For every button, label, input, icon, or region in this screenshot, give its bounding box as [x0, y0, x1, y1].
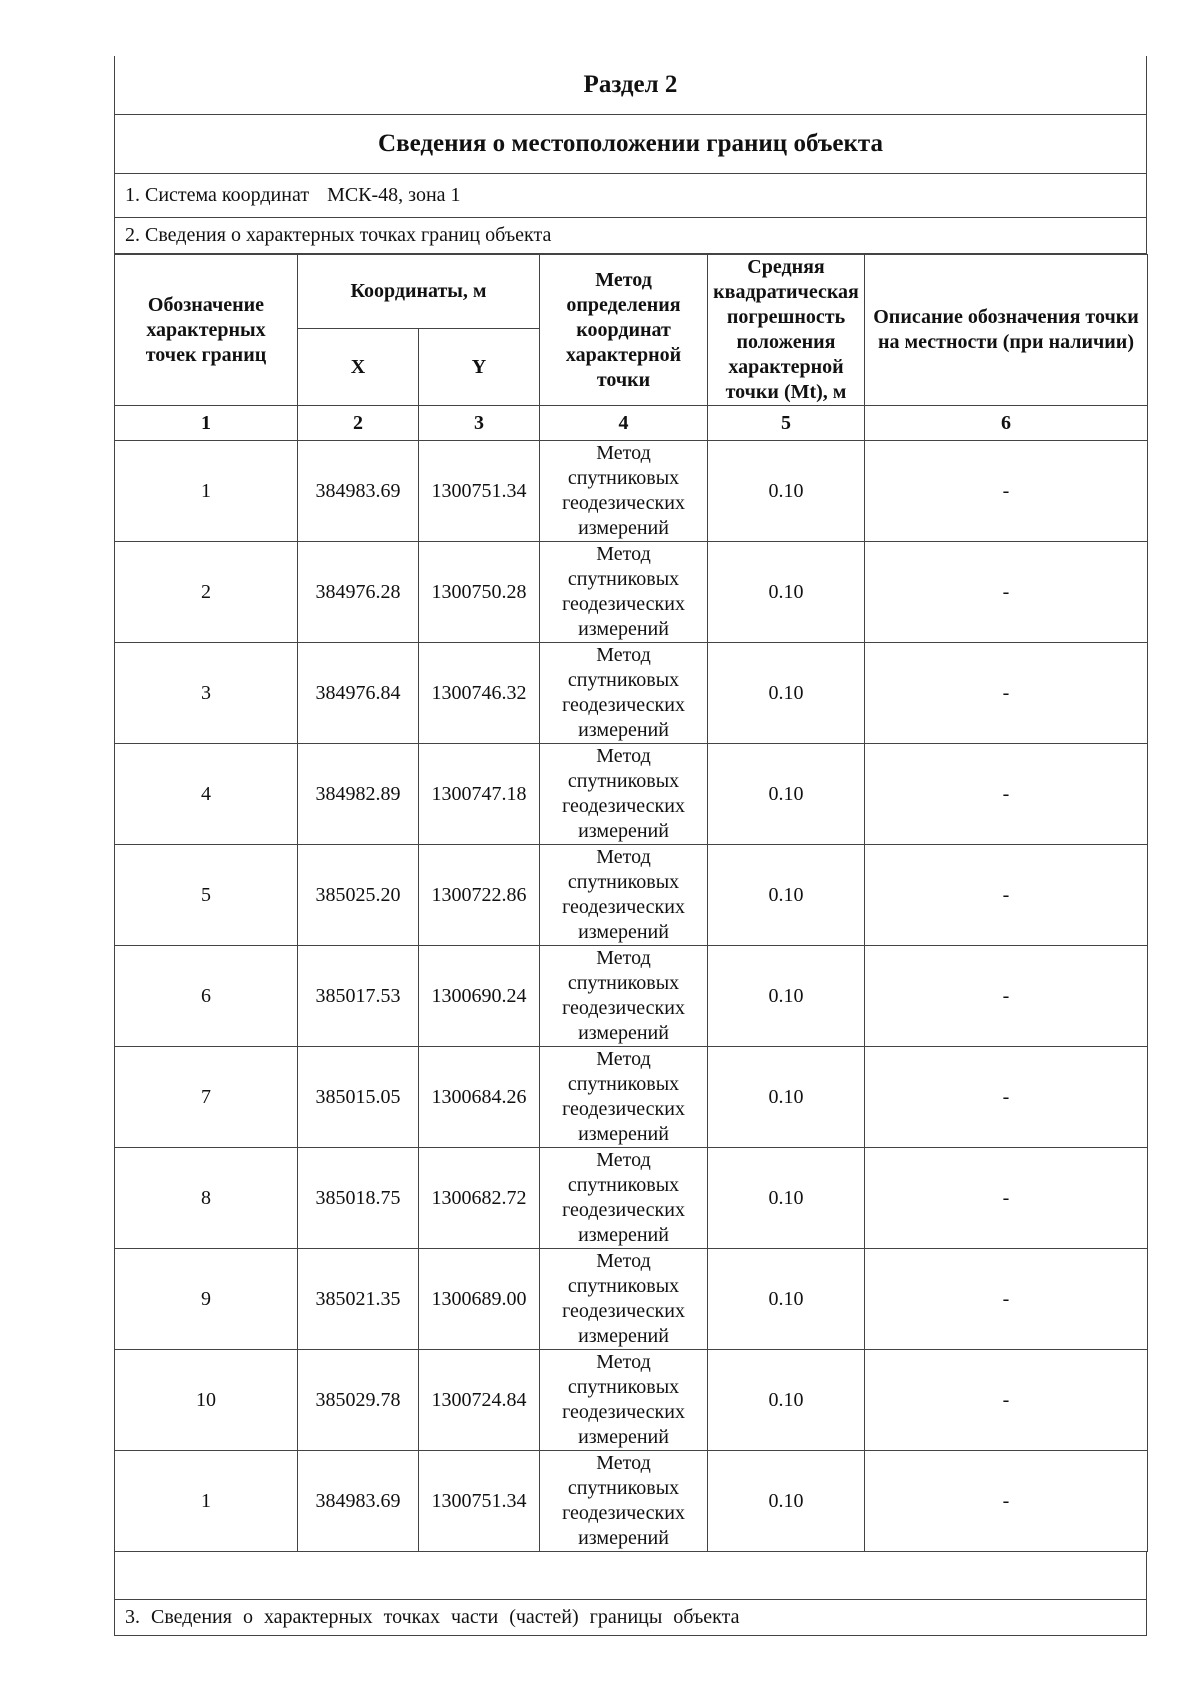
- description-cell: -: [865, 1148, 1148, 1249]
- method-cell: Метод спутниковых геодезических измерений: [540, 1148, 708, 1249]
- section-subtitle: Сведения о местоположении границ объекта: [115, 115, 1146, 174]
- table-row: [115, 643, 1148, 744]
- table-row: [115, 744, 1148, 845]
- x-cell: 385015.05: [298, 1047, 419, 1148]
- point-cell: 6: [115, 946, 298, 1047]
- section-header-block: [114, 56, 1147, 254]
- description-cell: -: [865, 845, 1148, 946]
- table-row: [115, 1249, 1148, 1350]
- column-number: 5: [708, 406, 865, 441]
- table-row: [115, 441, 1148, 542]
- coordinate-system-line: [115, 174, 1146, 218]
- table-row: [115, 1451, 1148, 1552]
- error-cell: 0.10: [708, 1451, 865, 1552]
- error-cell: 0.10: [708, 845, 865, 946]
- point-cell: 7: [115, 1047, 298, 1148]
- coordinate-system-value: МСК-48, зона 1: [327, 184, 461, 206]
- y-cell: 1300684.26: [419, 1047, 540, 1148]
- error-cell: 0.10: [708, 1047, 865, 1148]
- header-description: Описание обозначения точки на местности (при наличии): [865, 255, 1148, 406]
- coordinate-system-label: 1. Система координат: [125, 184, 310, 206]
- header-x: X: [298, 329, 419, 406]
- header-coordinates: Координаты, м: [298, 255, 540, 329]
- column-number: 3: [419, 406, 540, 441]
- table-row: [115, 1148, 1148, 1249]
- point-cell: 8: [115, 1148, 298, 1249]
- description-cell: -: [865, 441, 1148, 542]
- column-number-row: [115, 406, 1148, 441]
- method-cell: Метод спутниковых геодезических измерений: [540, 845, 708, 946]
- table-row: [115, 1047, 1148, 1148]
- header-point: Обозначение характерных точек границ: [115, 255, 298, 406]
- point-cell: 10: [115, 1350, 298, 1451]
- point-cell: 3: [115, 643, 298, 744]
- error-cell: 0.10: [708, 1350, 865, 1451]
- table-row: [115, 542, 1148, 643]
- y-cell: 1300750.28: [419, 542, 540, 643]
- x-cell: 385029.78: [298, 1350, 419, 1451]
- points-heading: 2. Сведения о характерных точках границ объекта: [115, 218, 1146, 254]
- point-cell: 1: [115, 441, 298, 542]
- x-cell: 385017.53: [298, 946, 419, 1047]
- error-cell: 0.10: [708, 542, 865, 643]
- table-row: [115, 1350, 1148, 1451]
- description-cell: -: [865, 542, 1148, 643]
- description-cell: -: [865, 1350, 1148, 1451]
- boundary-points-table: [114, 254, 1148, 1552]
- y-cell: 1300746.32: [419, 643, 540, 744]
- point-cell: 5: [115, 845, 298, 946]
- column-number: 4: [540, 406, 708, 441]
- column-number: 6: [865, 406, 1148, 441]
- method-cell: Метод спутниковых геодезических измерений: [540, 1047, 708, 1148]
- y-cell: 1300682.72: [419, 1148, 540, 1249]
- empty-row: [114, 1552, 1147, 1600]
- table-row: [115, 845, 1148, 946]
- point-cell: 4: [115, 744, 298, 845]
- y-cell: 1300722.86: [419, 845, 540, 946]
- point-cell: 2: [115, 542, 298, 643]
- error-cell: 0.10: [708, 643, 865, 744]
- method-cell: Метод спутниковых геодезических измерений: [540, 744, 708, 845]
- x-cell: 384983.69: [298, 441, 419, 542]
- column-number: 2: [298, 406, 419, 441]
- method-cell: Метод спутниковых геодезических измерений: [540, 946, 708, 1047]
- point-cell: 9: [115, 1249, 298, 1350]
- header-y: Y: [419, 329, 540, 406]
- table-row: [115, 946, 1148, 1047]
- description-cell: -: [865, 1249, 1148, 1350]
- method-cell: Метод спутниковых геодезических измерений: [540, 643, 708, 744]
- x-cell: 384983.69: [298, 1451, 419, 1552]
- parts-heading: 3. Сведения о характерных точках части (частей) границы объекта: [114, 1600, 1147, 1636]
- x-cell: 384976.28: [298, 542, 419, 643]
- point-cell: 1: [115, 1451, 298, 1552]
- method-cell: Метод спутниковых геодезических измерений: [540, 1451, 708, 1552]
- y-cell: 1300751.34: [419, 441, 540, 542]
- x-cell: 385021.35: [298, 1249, 419, 1350]
- section-title: Раздел 2: [115, 56, 1146, 115]
- y-cell: 1300751.34: [419, 1451, 540, 1552]
- header-method: Метод определения координат характерной точки: [540, 255, 708, 406]
- error-cell: 0.10: [708, 946, 865, 1047]
- x-cell: 385018.75: [298, 1148, 419, 1249]
- header-error: Средняя квадратическая погрешность положения характерной точки (Mt), м: [708, 255, 865, 406]
- x-cell: 384982.89: [298, 744, 419, 845]
- column-number: 1: [115, 406, 298, 441]
- description-cell: -: [865, 1047, 1148, 1148]
- error-cell: 0.10: [708, 441, 865, 542]
- method-cell: Метод спутниковых геодезических измерений: [540, 441, 708, 542]
- error-cell: 0.10: [708, 1249, 865, 1350]
- method-cell: Метод спутниковых геодезических измерений: [540, 1249, 708, 1350]
- y-cell: 1300724.84: [419, 1350, 540, 1451]
- error-cell: 0.10: [708, 744, 865, 845]
- y-cell: 1300689.00: [419, 1249, 540, 1350]
- method-cell: Метод спутниковых геодезических измерений: [540, 1350, 708, 1451]
- error-cell: 0.10: [708, 1148, 865, 1249]
- y-cell: 1300747.18: [419, 744, 540, 845]
- description-cell: -: [865, 946, 1148, 1047]
- x-cell: 385025.20: [298, 845, 419, 946]
- y-cell: 1300690.24: [419, 946, 540, 1047]
- description-cell: -: [865, 744, 1148, 845]
- method-cell: Метод спутниковых геодезических измерений: [540, 542, 708, 643]
- description-cell: -: [865, 643, 1148, 744]
- x-cell: 384976.84: [298, 643, 419, 744]
- description-cell: -: [865, 1451, 1148, 1552]
- document-page: [114, 56, 1147, 1636]
